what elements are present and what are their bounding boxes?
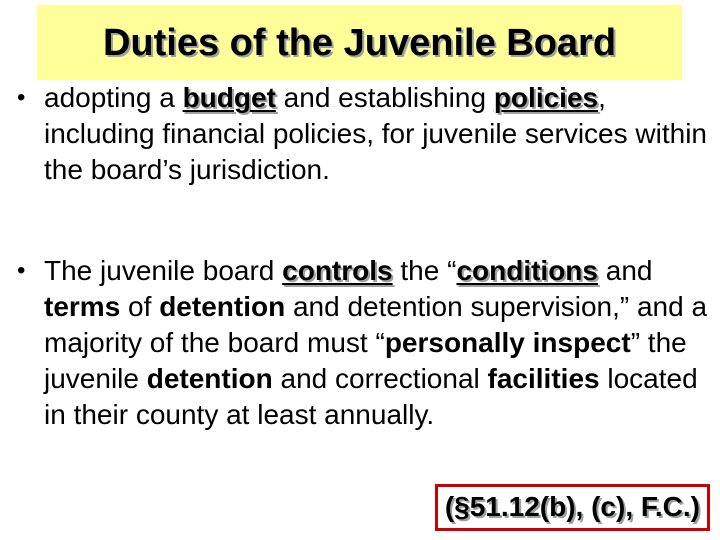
- text-run: and establishing: [275, 82, 494, 113]
- text-run: and detention supervision,” and a majority of the board must “: [44, 291, 708, 358]
- keyword-detention: detention: [159, 291, 286, 322]
- bullet-text: [44, 80, 710, 188]
- keyword-detention: detention: [146, 363, 273, 394]
- text-run: and: [597, 255, 653, 286]
- keyword-budget: budget: [182, 82, 276, 113]
- text-run: adopting a: [44, 82, 183, 113]
- bullet-text: [44, 253, 710, 433]
- keyword-conditions: conditions: [456, 255, 598, 286]
- keyword-personally-inspect: personally inspect: [384, 327, 631, 358]
- text-run: of: [120, 291, 160, 322]
- text-run: ” the juvenile: [44, 327, 687, 394]
- citation-box: [435, 484, 710, 531]
- bullet-item-budget: [14, 80, 710, 188]
- keyword-policies: policies: [493, 82, 599, 113]
- keyword-terms: terms: [44, 291, 121, 322]
- slide-title: Duties of the Juvenile Board: [102, 21, 617, 64]
- text-run: The juvenile board: [44, 255, 283, 286]
- text-run: , including financial policies, for juvenile services within the board’s jurisdiction.: [44, 82, 707, 185]
- text-run: located in their county at least annually.: [44, 363, 698, 430]
- keyword-controls: controls: [282, 255, 393, 286]
- bullet-marker: •: [17, 84, 26, 111]
- text-run: the “: [392, 255, 457, 286]
- title-bar: [37, 5, 682, 80]
- text-run: and correctional: [272, 363, 488, 394]
- citation-text: (§51.12(b), (c), F.C.): [444, 491, 700, 522]
- keyword-facilities: facilities: [487, 363, 600, 394]
- bullet-item-controls: [14, 253, 710, 433]
- bullet-marker: •: [17, 257, 26, 284]
